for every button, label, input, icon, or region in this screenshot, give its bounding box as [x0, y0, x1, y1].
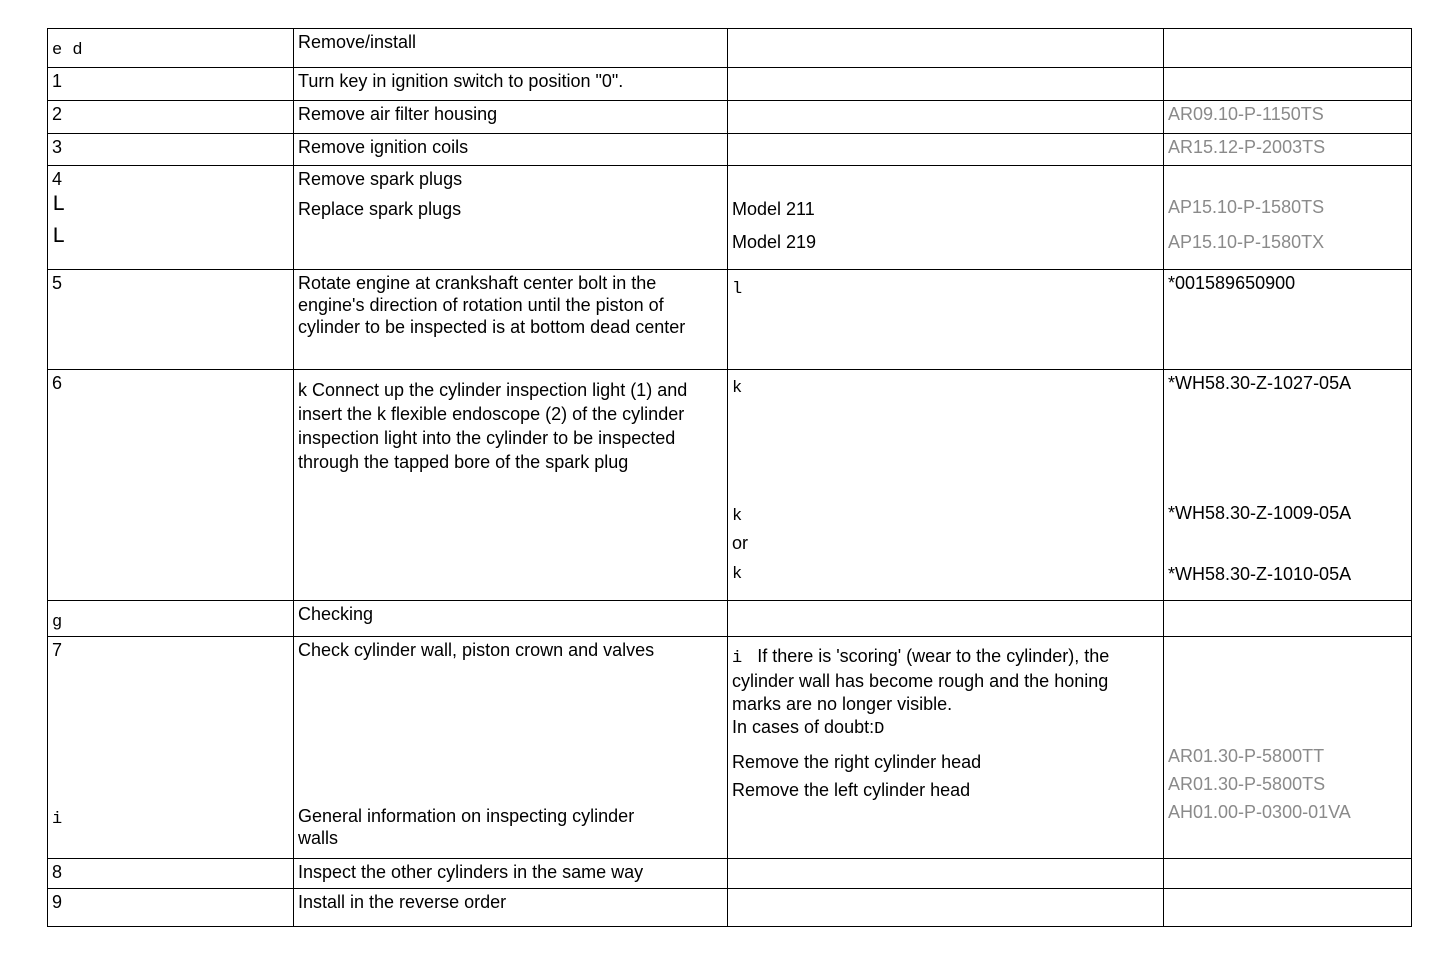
table-row	[48, 637, 1412, 859]
step-text: Remove air filter housing	[294, 101, 728, 134]
step-text: Remove ignition coils	[294, 134, 728, 166]
note-cell	[728, 101, 1164, 134]
doubt-text: In cases of doubt:	[732, 717, 875, 737]
step-number: 2	[48, 101, 294, 134]
reference-link[interactable]: AR15.12-P-2003TS	[1164, 134, 1412, 166]
step-text-cell	[294, 166, 728, 270]
reference-cell	[1164, 889, 1412, 927]
step-text: Turn key in ignition switch to position "0".	[294, 68, 728, 101]
note-text: If there is 'scoring' (wear to the cylinder), the cylinder wall has become rough and the honing marks are no longer visible.	[732, 646, 1110, 714]
note-cell	[728, 29, 1164, 68]
model-label: Model 219	[732, 232, 817, 252]
reference-cell	[1164, 637, 1412, 859]
doubt-line	[732, 716, 1159, 741]
step-text: Install in the reverse order	[294, 889, 728, 927]
tool-symbol: k	[732, 507, 743, 526]
tool-symbol: l	[732, 280, 743, 299]
note-cell	[728, 601, 1164, 637]
step-text: Check cylinder wall, piston crown and valves	[298, 640, 655, 660]
reference-link[interactable]: *WH58.30-Z-1027-05A	[1168, 373, 1352, 393]
tool-symbol: k	[732, 565, 743, 584]
table-row	[48, 101, 1412, 134]
substep-text: Replace spark plugs	[298, 199, 462, 219]
reference-link[interactable]: AR09.10-P-1150TS	[1164, 101, 1412, 134]
substep-symbol: L	[52, 224, 66, 249]
step-text-cell	[294, 637, 728, 859]
note-cell	[728, 134, 1164, 166]
section-heading: Checking	[294, 601, 728, 637]
model-cell	[728, 166, 1164, 270]
step-symbol: g	[48, 601, 294, 637]
left-head-text: Remove the left cylinder head	[732, 780, 971, 800]
info-text: General information on inspecting cylinder walls	[298, 806, 635, 848]
step-text: k Connect up the cylinder inspection light (1) and insert the k flexible endoscope (2) of the cylinder inspection light into the cylinder to be inspected through the tapped bore of the spark plug	[294, 370, 728, 601]
reference-link[interactable]: *001589650900	[1164, 270, 1412, 370]
step-text: Rotate engine at crankshaft center bolt in the engine's direction of rotation until the piston of cylinder to be inspected is at bottom dead center	[294, 270, 728, 370]
step-text: Remove spark plugs	[298, 169, 463, 189]
model-label: Model 211	[732, 199, 815, 219]
table-row	[48, 889, 1412, 927]
step-text: Inspect the other cylinders in the same way	[294, 859, 728, 889]
step-number: 3	[48, 134, 294, 166]
step-number: 4	[52, 169, 63, 189]
note-cell	[728, 68, 1164, 101]
table-row	[48, 370, 1412, 601]
note-cell	[728, 859, 1164, 889]
table-row	[48, 601, 1412, 637]
tool-cell	[728, 370, 1164, 601]
substep-symbol: L	[52, 192, 66, 217]
reference-cell	[1164, 370, 1412, 601]
reference-cell	[1164, 601, 1412, 637]
reference-link[interactable]: AR01.30-P-5800TT	[1168, 746, 1325, 766]
step-number: 8	[48, 859, 294, 889]
or-text: or	[732, 533, 749, 553]
step-number: 6	[48, 370, 294, 601]
reference-cell	[1164, 29, 1412, 68]
reference-link[interactable]: *WH58.30-Z-1010-05A	[1168, 564, 1352, 584]
procedure-table	[47, 28, 1412, 927]
step-number: 7	[52, 640, 63, 660]
table-row	[48, 859, 1412, 889]
table-row	[48, 134, 1412, 166]
tool-symbol: k	[732, 379, 743, 398]
reference-cell	[1164, 859, 1412, 889]
reference-link[interactable]: AP15.10-P-1580TX	[1168, 232, 1325, 252]
info-symbol: i	[52, 810, 63, 829]
table-row	[48, 29, 1412, 68]
reference-link[interactable]: AH01.00-P-0300-01VA	[1168, 802, 1351, 822]
tool-cell	[728, 270, 1164, 370]
note-cell	[728, 889, 1164, 927]
step-number: 9	[48, 889, 294, 927]
step-number-cell	[48, 166, 294, 270]
reference-cell	[1164, 68, 1412, 101]
note-block	[732, 645, 1159, 716]
section-heading: Remove/install	[294, 29, 728, 68]
info-symbol: i	[732, 649, 743, 668]
reference-link[interactable]: *WH58.30-Z-1009-05A	[1168, 503, 1352, 523]
right-head-text: Remove the right cylinder head	[732, 752, 982, 772]
reference-link[interactable]: AR01.30-P-5800TS	[1168, 774, 1326, 794]
step-symbol: e d	[48, 29, 294, 68]
reference-cell	[1164, 166, 1412, 270]
doubt-symbol: D	[874, 720, 885, 739]
step-number: 5	[48, 270, 294, 370]
note-cell	[728, 637, 1164, 859]
reference-link[interactable]: AP15.10-P-1580TS	[1168, 197, 1325, 217]
table-row	[48, 68, 1412, 101]
step-number-cell	[48, 637, 294, 859]
table-row	[48, 166, 1412, 270]
step-number: 1	[48, 68, 294, 101]
table-row	[48, 270, 1412, 370]
